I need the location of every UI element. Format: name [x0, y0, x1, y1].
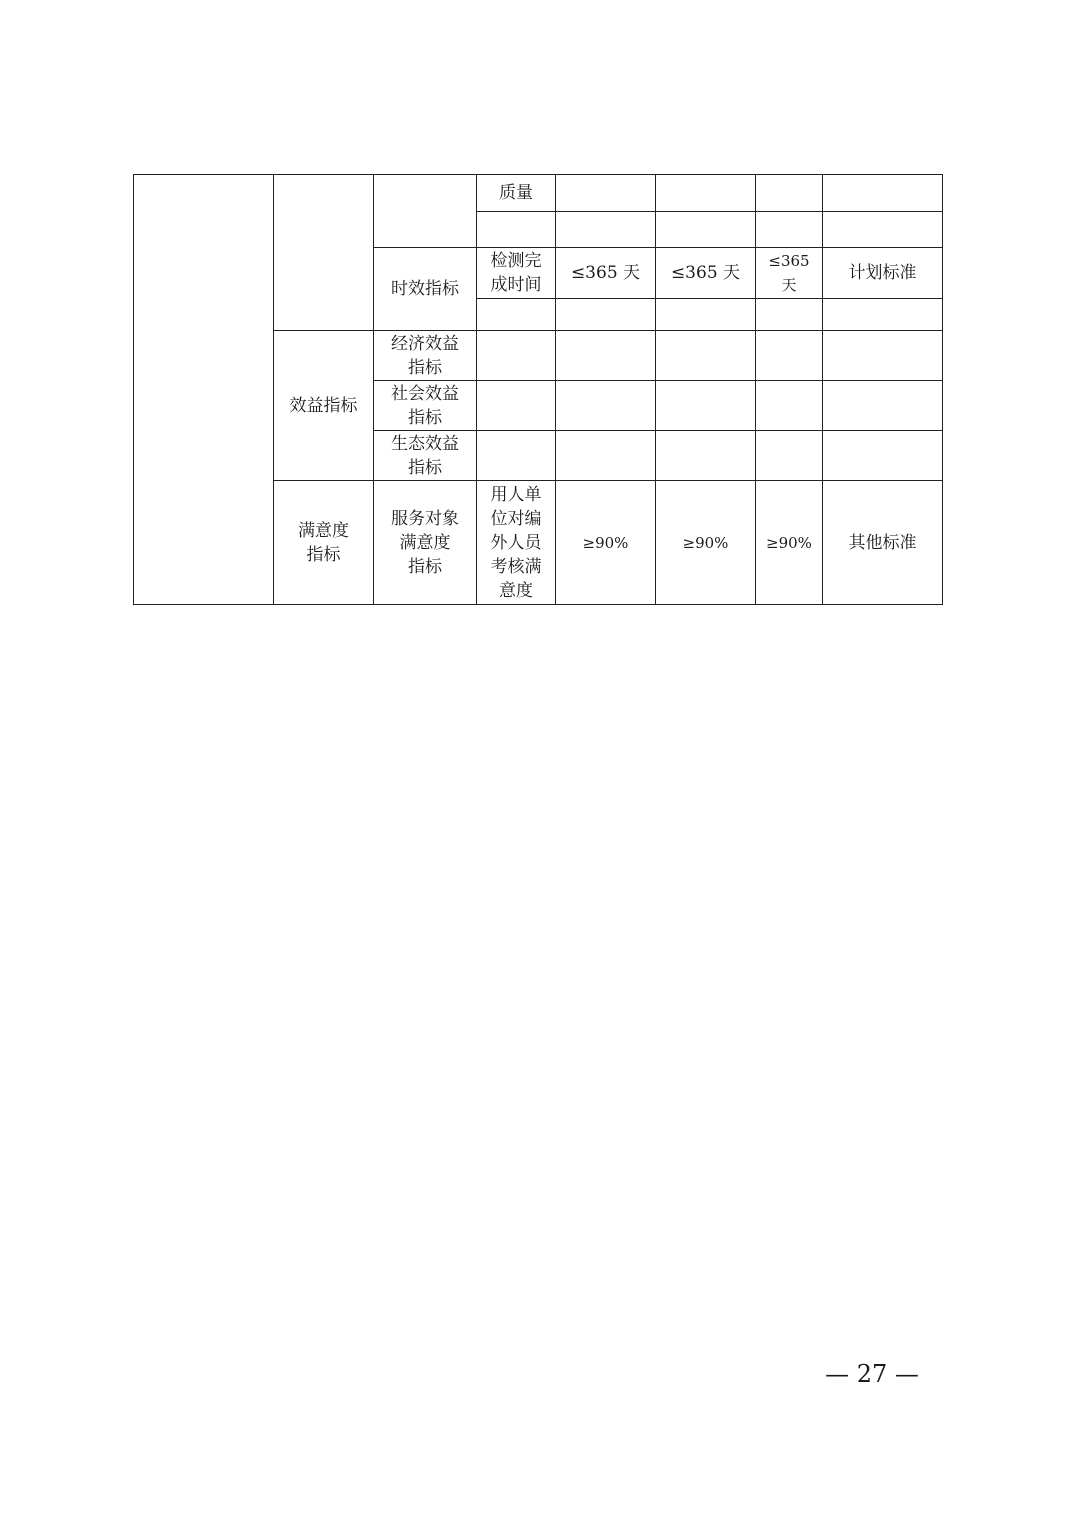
satisfaction-indicator-label: 满意度 指标: [274, 481, 374, 605]
secondary-category-cell: [274, 175, 374, 331]
midyear-target-cell: [656, 299, 756, 331]
ecological-benefit-label: 生态效益 指标: [374, 431, 477, 481]
midyear-target-cell: [656, 175, 756, 212]
standard-cell: [823, 331, 943, 381]
service-target-satisfaction-label: 服务对象 满意度 指标: [374, 481, 477, 605]
benefit-indicator-label: 效益指标: [274, 331, 374, 481]
annual-target-cell: [556, 431, 656, 481]
standard-cell: [823, 175, 943, 212]
annual-target-cell: [556, 212, 656, 248]
actual-value: ≤365 天: [756, 248, 823, 299]
midyear-target-cell: [656, 212, 756, 248]
standard-cell: [823, 381, 943, 431]
performance-indicator-table: [133, 174, 943, 605]
tertiary-indicator-empty: [477, 212, 556, 248]
actual-value-cell: [756, 175, 823, 212]
social-benefit-label: 社会效益 指标: [374, 381, 477, 431]
annual-target-cell: [556, 175, 656, 212]
employer-assessment-label: 用人单 位对编 外人员 考核满 意度: [477, 481, 556, 605]
standard-cell: [823, 431, 943, 481]
actual-value-cell: [756, 299, 823, 331]
actual-value-cell: [756, 331, 823, 381]
annual-target-value: ≤365 天: [556, 248, 656, 299]
primary-category-cell: [134, 175, 274, 605]
standard-cell: [823, 299, 943, 331]
tertiary-indicator-empty: [477, 299, 556, 331]
actual-value-cell: [756, 212, 823, 248]
annual-target-cell: [556, 331, 656, 381]
actual-value-cell: [756, 431, 823, 481]
midyear-target-cell: [656, 331, 756, 381]
secondary-indicator-cell: [374, 175, 477, 248]
page-number: — 27 —: [825, 1360, 919, 1388]
annual-target-cell: [556, 299, 656, 331]
tertiary-indicator-empty: [477, 381, 556, 431]
table-row: [134, 175, 943, 212]
tertiary-indicator-quality: 质量: [477, 175, 556, 212]
tertiary-indicator-empty: [477, 331, 556, 381]
midyear-target-cell: [656, 381, 756, 431]
midyear-target-value: ≤365 天: [656, 248, 756, 299]
tertiary-indicator-empty: [477, 431, 556, 481]
annual-target-value: ≥90%: [556, 481, 656, 605]
actual-value: ≥90%: [756, 481, 823, 605]
standard-value: 其他标准: [823, 481, 943, 605]
actual-value-cell: [756, 381, 823, 431]
timeliness-indicator-label: 时效指标: [374, 248, 477, 331]
standard-cell: [823, 212, 943, 248]
standard-value: 计划标准: [823, 248, 943, 299]
economic-benefit-label: 经济效益 指标: [374, 331, 477, 381]
midyear-target-value: ≥90%: [656, 481, 756, 605]
midyear-target-cell: [656, 431, 756, 481]
annual-target-cell: [556, 381, 656, 431]
completion-time-label: 检测完 成时间: [477, 248, 556, 299]
